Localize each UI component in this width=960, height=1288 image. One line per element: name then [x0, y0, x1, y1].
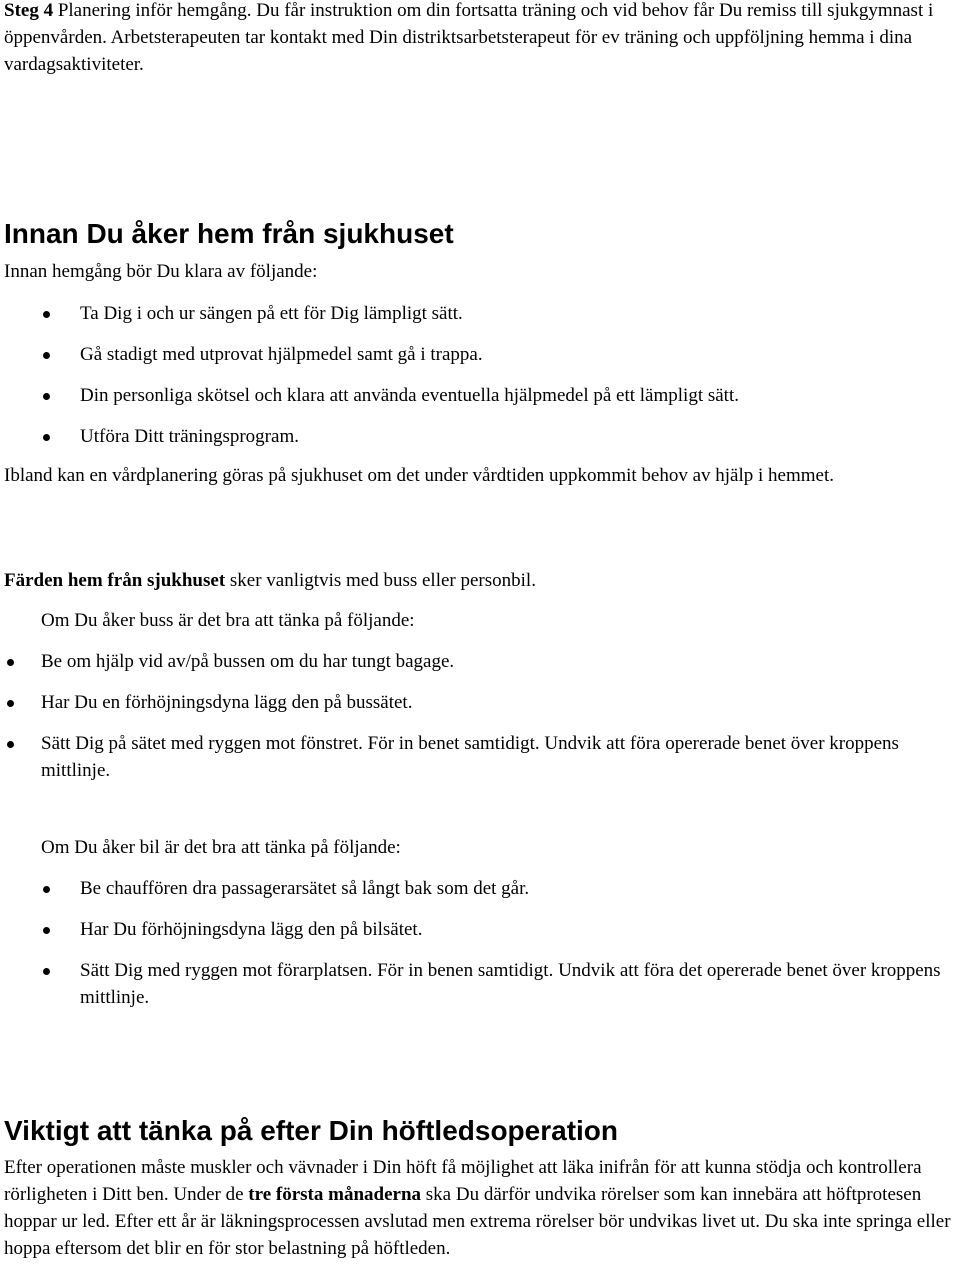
bullet-icon [7, 659, 14, 666]
list-item: Be chauffören dra passagerarsätet så långt bak som det går. [80, 875, 960, 916]
before-home-intro: Innan hemgång bör Du klara av följande: [4, 261, 318, 282]
before-home-note: Ibland kan en vårdplanering göras på sjukhuset om det under vårdtiden uppkommit behov av hjälp i hemmet. [4, 465, 834, 486]
list-item: Sätt Dig med ryggen mot förarplatsen. För in benen samtidigt. Undvik att föra det opererade benet över kroppens mittlinje. [80, 957, 950, 1011]
bullet-icon [43, 927, 50, 934]
list-item: Din personliga skötsel och klara att använda eventuella hjälpmedel på ett lämpligt sätt. [80, 382, 960, 423]
journey-bold: Färden hem från sjukhuset [4, 570, 226, 591]
list-item: Ta Dig i och ur sängen på ett för Dig lämpligt sätt. [80, 300, 960, 341]
list-item: Har Du en förhöjningsdyna lägg den på bussätet. [41, 689, 960, 730]
step4-label: Steg 4 [4, 0, 54, 21]
journey-paragraph [4, 567, 954, 594]
journey-text: sker vanligtvis med buss eller personbil. [225, 570, 536, 591]
bus-list [41, 648, 960, 784]
bullet-icon [7, 700, 14, 707]
bullet-icon [43, 311, 50, 318]
important-paragraph: Efter operationen måste muskler och vävnader i Din höft få möjlighet att läka inifrån för att kunna stödja och kontrollera rörligheten i Ditt ben. Under de tre första månaderna ska Du därför undvika rörelser som kan innebära att höftprotesen hoppar ur led. Efter ett år är läkningsprocessen avslutad men extrema rörelser bör undvikas livet ut. Du ska inte springa eller hoppa eftersom det blir en för stor belastning på höftleden. [4, 1157, 951, 1259]
bullet-icon [43, 352, 50, 359]
bullet-icon [43, 393, 50, 400]
before-home-heading: Innan Du åker hem från sjukhuset [4, 218, 454, 249]
bus-intro: Om Du åker buss är det bra att tänka på följande: [41, 610, 415, 631]
bullet-icon [43, 434, 50, 441]
bullet-icon [43, 886, 50, 893]
bullet-icon [43, 968, 50, 975]
list-item: Sätt Dig på sätet med ryggen mot fönstret. För in benet samtidigt. Undvik att föra opererade benet över kroppens mittlinje. [41, 730, 953, 784]
before-home-list [80, 300, 960, 464]
car-intro: Om Du åker bil är det bra att tänka på följande: [41, 837, 401, 858]
car-list [80, 875, 960, 1011]
list-item: Be om hjälp vid av/på bussen om du har tungt bagage. [41, 648, 960, 689]
list-item: Gå stadigt med utprovat hjälpmedel samt gå i trappa. [80, 341, 960, 382]
list-item: Har Du förhöjningsdyna lägg den på bilsätet. [80, 916, 960, 957]
step4-paragraph [4, 0, 954, 78]
bullet-icon [7, 741, 14, 748]
list-item: Utföra Ditt träningsprogram. [80, 423, 960, 464]
important-bold: tre första månaderna [248, 1184, 422, 1205]
step4-text: Planering inför hemgång. Du får instruktion om din fortsatta träning och vid behov får Du remiss till sjukgymnast i öppenvården. Arbetsterapeuten tar kontakt med Din distriktsarbetsterapeut för ev träning och uppföljning hemma i dina vardagsaktiviteter. [4, 0, 934, 75]
important-heading: Viktigt att tänka på efter Din höftledsoperation [4, 1115, 619, 1146]
